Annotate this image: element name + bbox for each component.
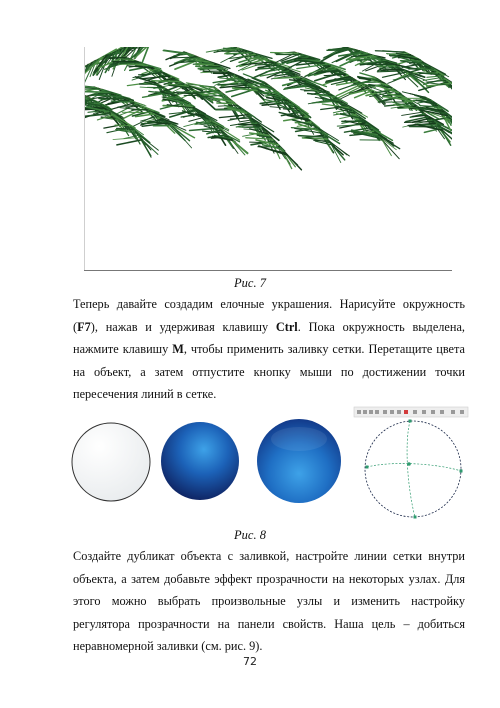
paragraph-1-text-b: ), нажав и удерживая клавишу bbox=[90, 319, 276, 334]
mesh-wireframe bbox=[354, 407, 468, 519]
paragraph-1 bbox=[73, 293, 465, 406]
paragraph-1-text-d: , чтобы применить заливку сетки. Перетащите цвета на объект, а затем отпустите кнопку мыши по достижении точки пересечения линий в сетке. bbox=[73, 342, 465, 401]
figure-7-frame-bottom bbox=[84, 270, 452, 271]
figure-7-caption: Рис. 7 bbox=[234, 276, 266, 290]
mesh-sphere-dark bbox=[161, 422, 239, 500]
paragraph-2: Создайте дубликат объекта с заливкой, настройте линии сетки внутри объекта, а затем добавьте эффект прозрачности на некоторых узлах. Для этого можно выбрать произвольные узлы и изменить настройку регулятора прозрачности на панели свойств. Наша цель – добиться неравномерной заливки (см. рис. 9). bbox=[73, 549, 465, 653]
key-f7: F7 bbox=[77, 319, 91, 334]
figure-8-steps bbox=[70, 405, 470, 525]
paragraph-1-text-a: Теперь давайте создадим елочные украшения. Нарисуйте окружность ( bbox=[73, 297, 465, 334]
figure-8-caption: Рис. 8 bbox=[234, 528, 266, 542]
page-number: 72 bbox=[243, 655, 257, 668]
key-m: M bbox=[172, 342, 184, 356]
mesh-sphere-bright bbox=[257, 419, 341, 503]
pine-branches-illustration bbox=[84, 47, 452, 271]
figure-7-pine-branches bbox=[84, 47, 452, 271]
figure-7-frame-left bbox=[84, 47, 85, 271]
paragraph-1-text-c: . Пока окружность выделена, нажмите клавишу bbox=[73, 319, 465, 356]
outline-circle bbox=[72, 423, 150, 501]
figure-8-illustration bbox=[70, 405, 470, 525]
key-ctrl: Ctrl bbox=[275, 319, 298, 334]
